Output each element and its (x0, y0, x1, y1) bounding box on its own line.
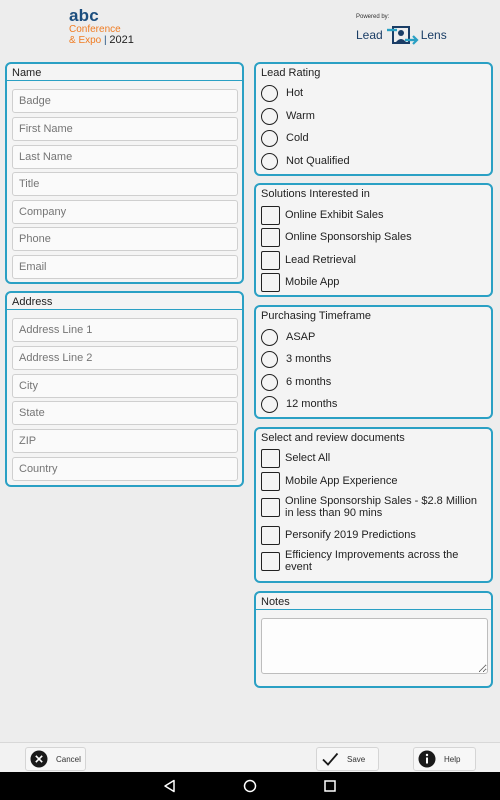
logo-abc-text: abc (69, 6, 99, 25)
leadlens-logo-icon (385, 22, 419, 48)
state-input[interactable] (12, 401, 238, 425)
documents-option-select-all[interactable] (261, 448, 330, 468)
option-label: 6 months (286, 376, 332, 388)
logo-expo-line (69, 35, 134, 46)
option-label: Personify 2019 Predictions (285, 529, 416, 541)
documents-option-online-sponsorship-sales[interactable] (261, 494, 486, 520)
option-label: Efficiency Improvements across the event (285, 549, 459, 573)
timeframe-title: Purchasing Timeframe (261, 310, 372, 322)
address-section-divider (7, 309, 242, 310)
company-input[interactable] (12, 200, 238, 224)
address-line1-input[interactable] (12, 318, 238, 342)
radio-button[interactable] (261, 351, 278, 368)
option-label: 12 months (286, 398, 338, 410)
zip-input[interactable] (12, 429, 238, 453)
city-input[interactable] (12, 374, 238, 398)
address-section (5, 291, 244, 487)
radio-button[interactable] (261, 153, 278, 170)
solutions-title: Solutions Interested in (261, 188, 370, 200)
solutions-option-lead-retrieval[interactable] (261, 250, 356, 270)
lead-rating-option-not-qualified[interactable] (261, 151, 350, 171)
radio-button[interactable] (261, 329, 278, 346)
option-label: Lead Retrieval (285, 254, 356, 266)
documents-section (254, 427, 493, 583)
radio-button[interactable] (261, 130, 278, 147)
leadlens-brand-right: Lens (420, 28, 447, 42)
timeframe-option-6-months[interactable] (261, 372, 331, 392)
option-label: Online Exhibit Sales (285, 209, 384, 221)
option-label: Warm (286, 110, 315, 122)
lead-rating-option-cold[interactable] (261, 128, 309, 148)
checkbox[interactable] (261, 472, 280, 491)
logo-conference-text: Conference (69, 24, 121, 35)
address-section-title: Address (12, 296, 53, 308)
checkbox[interactable] (261, 498, 280, 517)
checkbox[interactable] (261, 273, 280, 292)
last-name-input[interactable] (12, 145, 238, 169)
notes-divider (256, 609, 491, 610)
first-name-input[interactable] (12, 117, 238, 141)
timeframe-section (254, 305, 493, 419)
leadlens-brand-left: Lead (356, 28, 383, 42)
x-circle-icon (30, 750, 48, 768)
option-label: ASAP (286, 331, 316, 343)
address-line2-input[interactable] (12, 346, 238, 370)
help-button[interactable] (413, 747, 476, 771)
checkbox[interactable] (261, 526, 280, 545)
option-label: Not Qualified (286, 155, 350, 167)
solutions-option-mobile-app[interactable] (261, 272, 339, 292)
cancel-label: Cancel (56, 754, 81, 764)
checkbox[interactable] (261, 228, 280, 247)
info-circle-icon (418, 750, 436, 768)
radio-button[interactable] (261, 396, 278, 413)
radio-button[interactable] (261, 374, 278, 391)
home-circle-icon[interactable] (243, 779, 257, 793)
bottom-toolbar (0, 742, 500, 772)
timeframe-option-asap[interactable] (261, 327, 315, 347)
email-input[interactable] (12, 255, 238, 279)
logo-separator: | (104, 35, 107, 46)
badge-input[interactable] (12, 89, 238, 113)
option-label: Select All (285, 452, 331, 464)
checkmark-icon (321, 750, 339, 768)
app-header (0, 0, 500, 58)
cancel-button[interactable] (25, 747, 86, 771)
option-label: Mobile App (285, 276, 340, 288)
checkbox[interactable] (261, 206, 280, 225)
radio-button[interactable] (261, 108, 278, 125)
back-triangle-icon[interactable] (163, 779, 177, 793)
solutions-option-online-exhibit-sales[interactable] (261, 205, 383, 225)
country-input[interactable] (12, 457, 238, 481)
option-label: 3 months (286, 353, 332, 365)
name-section-divider (7, 80, 242, 81)
powered-by-label: Powered by: (356, 14, 390, 20)
lead-rating-section (254, 62, 493, 176)
documents-option-efficiency-improvements[interactable] (261, 548, 486, 574)
option-label: Cold (286, 132, 309, 144)
notes-title: Notes (261, 596, 290, 608)
documents-option-mobile-app-experience[interactable] (261, 471, 398, 491)
name-section-title: Name (12, 67, 42, 79)
lead-rating-option-hot[interactable] (261, 83, 303, 103)
timeframe-option-3-months[interactable] (261, 349, 331, 369)
option-label: Online Sponsorship Sales (285, 231, 412, 243)
android-nav-bar (0, 772, 500, 800)
solutions-section (254, 183, 493, 297)
checkbox[interactable] (261, 449, 280, 468)
leadlens-logo (356, 22, 447, 48)
radio-button[interactable] (261, 85, 278, 102)
phone-input[interactable] (12, 227, 238, 251)
help-label: Help (444, 754, 461, 764)
checkbox[interactable] (261, 251, 280, 270)
title-input[interactable] (12, 172, 238, 196)
documents-title: Select and review documents (261, 432, 405, 444)
name-section (5, 62, 244, 284)
save-label: Save (347, 754, 366, 764)
option-label: Hot (286, 87, 304, 99)
logo-year-text: 2021 (109, 34, 134, 46)
checkbox[interactable] (261, 552, 280, 571)
logo-expo-text: & Expo (69, 35, 102, 46)
save-button[interactable] (316, 747, 379, 771)
lead-rating-option-warm[interactable] (261, 106, 315, 126)
timeframe-option-12-months[interactable] (261, 394, 337, 414)
notes-section (254, 591, 493, 688)
option-label: Online Sponsorship Sales - $2.8 Million in less than 90 mins (285, 495, 477, 519)
recents-square-icon[interactable] (323, 779, 337, 793)
lead-rating-title: Lead Rating (261, 67, 321, 79)
option-label: Mobile App Experience (285, 475, 398, 487)
solutions-option-online-sponsorship-sales[interactable] (261, 227, 412, 247)
documents-option-personify-2019-predictions[interactable] (261, 525, 416, 545)
notes-textarea[interactable] (261, 618, 488, 674)
